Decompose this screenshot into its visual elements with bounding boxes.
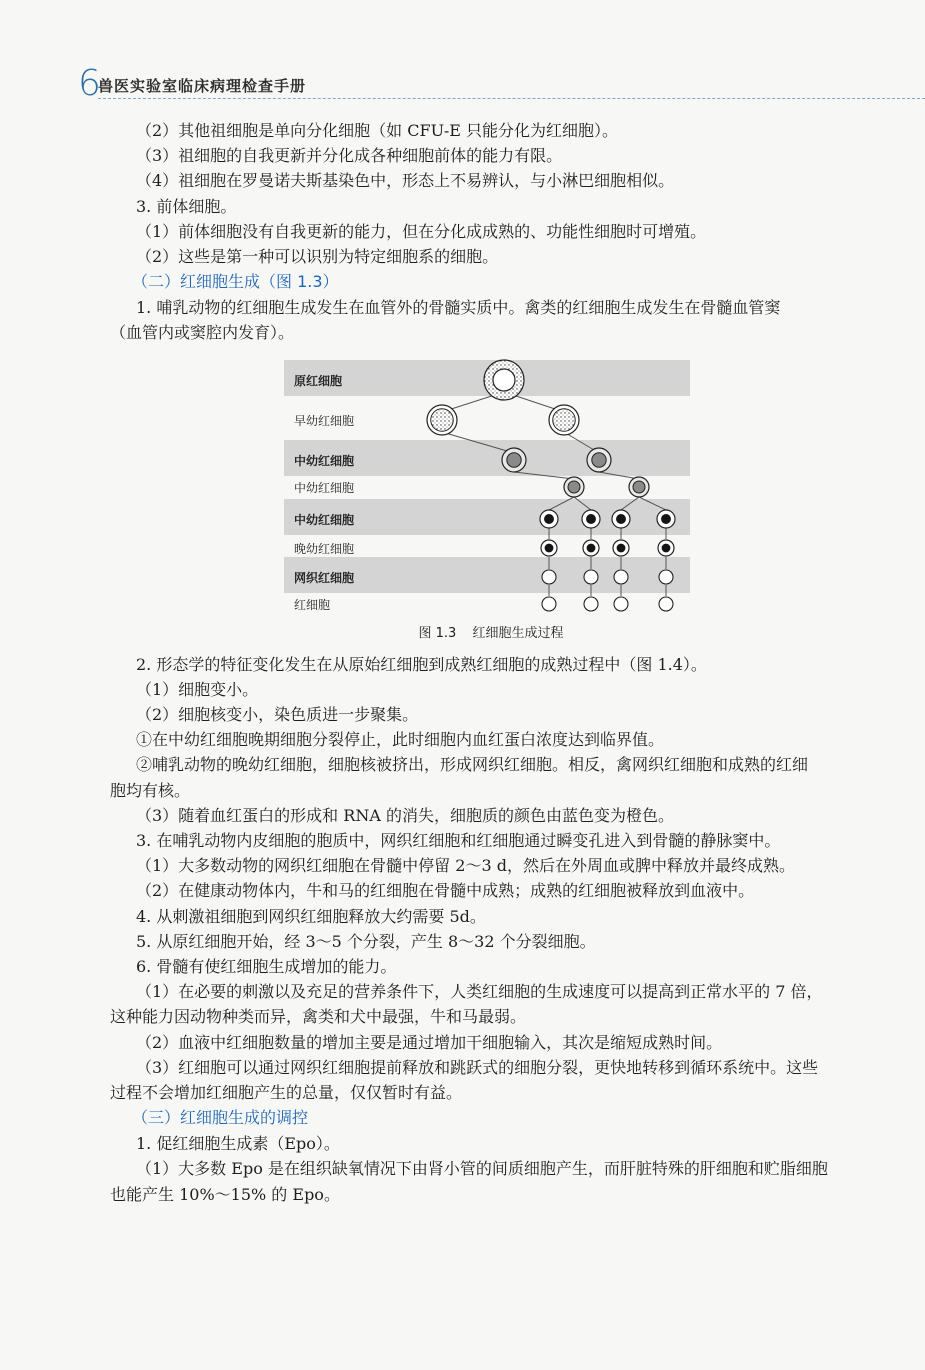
page-number: 6 [78, 63, 101, 104]
cell-nucleus [587, 543, 596, 552]
stage-label: 中幼红细胞 [294, 480, 355, 495]
paragraph-continuation: 也能产生 10%～15% 的 Epo。 [110, 1184, 340, 1204]
paragraph: 1. 哺乳动物的红细胞生成发生在血管外的骨髓实质中。禽类的红细胞生成发生在骨髓血管窦 [136, 298, 781, 318]
cell-metarubricyte [540, 510, 558, 528]
paragraph: （2）在健康动物体内，牛和马的红细胞在骨髓中成熟；成熟的红细胞被释放到血液中。 [136, 881, 755, 901]
book-title: 兽医实验室临床病理检查手册 [98, 77, 307, 95]
section-heading-erythropoiesis: （二）红细胞生成（图 1.3） [132, 272, 339, 292]
cell-membrane [659, 597, 673, 611]
stage-label: 中幼红细胞 [294, 453, 355, 468]
paragraph: （3）随着血红蛋白的形成和 RNA 的消失，细胞质的颜色由蓝色变为橙色。 [136, 805, 674, 825]
cell-nucleus [544, 514, 554, 524]
cell-rubricyte [502, 448, 526, 472]
cell-nucleus [553, 408, 576, 431]
paragraph: （2）细胞核变小，染色质进一步聚集。 [136, 705, 419, 725]
cell-metarubricyte [658, 540, 674, 556]
section-heading-regulation: （三）红细胞生成的调控 [132, 1108, 309, 1128]
cell-metarubricyte [612, 510, 630, 528]
paragraph: 5. 从原红细胞开始，经 3～5 个分裂，产生 8～32 个分裂细胞。 [136, 931, 596, 951]
cell-reticulocyte [542, 570, 556, 584]
stage-label: 网织红细胞 [294, 570, 355, 585]
stage-label: 中幼红细胞 [294, 512, 355, 527]
cell-nucleus [586, 514, 596, 524]
cell-nucleus [507, 452, 521, 466]
cell-nucleus [545, 543, 554, 552]
cell-membrane [584, 597, 598, 611]
paragraph: ②哺乳动物的晚幼红细胞，细胞核被挤出，形成网织红细胞。相反，禽网织红细胞和成熟的红细 [136, 755, 809, 775]
cell-erythrocyte [584, 597, 598, 611]
cell-membrane [542, 597, 556, 611]
cell-metarubricyte [657, 510, 675, 528]
paragraph: 1. 促红细胞生成素（Epo）。 [136, 1134, 340, 1154]
paragraph-continuation: 过程不会增加红细胞产生的总量，仅仅暂时有益。 [110, 1083, 463, 1103]
cell-rubricyte [629, 477, 649, 497]
cell-reticulocyte [659, 570, 673, 584]
paragraph-continuation: （血管内或窦腔内发育）。 [110, 323, 295, 343]
paragraph: （3）红细胞可以通过网织红细胞提前释放和跳跃式的细胞分裂，更快地转移到循环系统中。这些 [136, 1057, 819, 1077]
cell-rubriblast [484, 360, 524, 400]
cell-reticulocyte [614, 570, 628, 584]
paragraph: 3. 在哺乳动物内皮细胞的胞质中，网织红细胞和红细胞通过瞬变孔进入到骨髓的静脉窦中。 [136, 831, 781, 851]
cell-prorubricyte [549, 405, 579, 435]
paragraph: （4）祖细胞在罗曼诺夫斯基染色中，形态上不易辨认，与小淋巴细胞相似。 [136, 171, 675, 191]
cell-erythrocyte [542, 597, 556, 611]
paragraph: （2）其他祖细胞是单向分化细胞（如 CFU-E 只能分化为红细胞）。 [136, 121, 618, 140]
paragraph: （1）细胞变小。 [136, 679, 259, 699]
stage-label: 早幼红细胞 [294, 413, 355, 428]
paragraph: （1）大多数 Epo 是在组织缺氧情况下由肾小管的间质细胞产生，而肝脏特殊的肝细胞和贮脂细胞 [136, 1159, 828, 1179]
cell-erythrocyte [659, 597, 673, 611]
paragraph: （2）这些是第一种可以识别为特定细胞系的细胞。 [136, 247, 499, 267]
paragraph: （1）在必要的刺激以及充足的营养条件下，人类红细胞的生成速度可以提高到正常水平的 7 倍， [136, 982, 823, 1002]
cell-rubricyte [587, 448, 611, 472]
paragraph: （2）血液中红细胞数量的增加主要是通过增加干细胞输入，其次是缩短成熟时间。 [136, 1032, 723, 1052]
paragraph-continuation: 这种能力因动物种类而异，禽类和犬中最强，牛和马最弱。 [110, 1007, 527, 1027]
cell-erythrocyte [614, 597, 628, 611]
figure-caption [110, 622, 872, 641]
cell-nucleus [662, 543, 671, 552]
paragraph: （3）祖细胞的自我更新并分化成各种细胞前体的能力有限。 [136, 146, 563, 166]
stage-bands [284, 360, 690, 593]
paragraph: 6. 骨髓有使红细胞生成增加的能力。 [136, 957, 397, 977]
cell-metarubricyte [541, 540, 557, 556]
paragraph: （1）前体细胞没有自我更新的能力，但在分化成成熟的、功能性细胞时可增殖。 [136, 221, 707, 241]
cell-metarubricyte [613, 540, 629, 556]
cell-membrane [584, 570, 598, 584]
stage-labels [294, 373, 354, 612]
cell-metarubricyte [582, 510, 600, 528]
page-body [110, 118, 872, 1207]
paragraph: 2. 形态学的特征变化发生在从原始红细胞到成熟红细胞的成熟过程中（图 1.4）。 [136, 654, 707, 674]
cell-metarubricyte [583, 540, 599, 556]
cell-reticulocyte [584, 570, 598, 584]
cell-nucleus [661, 514, 671, 524]
cell-rubricyte [564, 477, 584, 497]
running-header [78, 64, 925, 104]
paragraph: 4. 从刺激祖细胞到网织红细胞释放大约需要 5d。 [136, 906, 486, 926]
cell-membrane [659, 570, 673, 584]
paragraph: 3. 前体细胞。 [136, 196, 237, 216]
cell-nucleus [616, 514, 626, 524]
paragraph: （1）大多数动物的网织红细胞在骨髓中停留 2～3 d，然后在外周血或脾中释放并最终成熟。 [136, 856, 795, 876]
paragraph: ①在中幼红细胞晚期细胞分裂停止，此时细胞内血红蛋白浓度达到临界值。 [136, 730, 665, 750]
cell-nucleus [617, 543, 626, 552]
paragraph-continuation: 胞均有核。 [110, 780, 191, 800]
cell-prorubricyte [427, 405, 457, 435]
cell-nucleus [568, 481, 580, 493]
stage-label: 红细胞 [294, 597, 331, 612]
header-rule [98, 98, 925, 99]
cell-nucleus [633, 481, 645, 493]
stage-label: 原红细胞 [294, 373, 343, 388]
figure-title: 红细胞生成过程 [472, 625, 564, 641]
stage-label: 晚幼红细胞 [294, 541, 355, 556]
cell-nucleus [493, 369, 515, 391]
cell-membrane [614, 597, 628, 611]
cell-nucleus [592, 452, 606, 466]
cell-membrane [542, 570, 556, 584]
cell-membrane [614, 570, 628, 584]
figure-erythropoiesis [110, 356, 872, 652]
cell-nucleus [431, 408, 454, 431]
figure-number: 图 1.3 [418, 625, 457, 641]
erythropoiesis-diagram [284, 356, 690, 618]
